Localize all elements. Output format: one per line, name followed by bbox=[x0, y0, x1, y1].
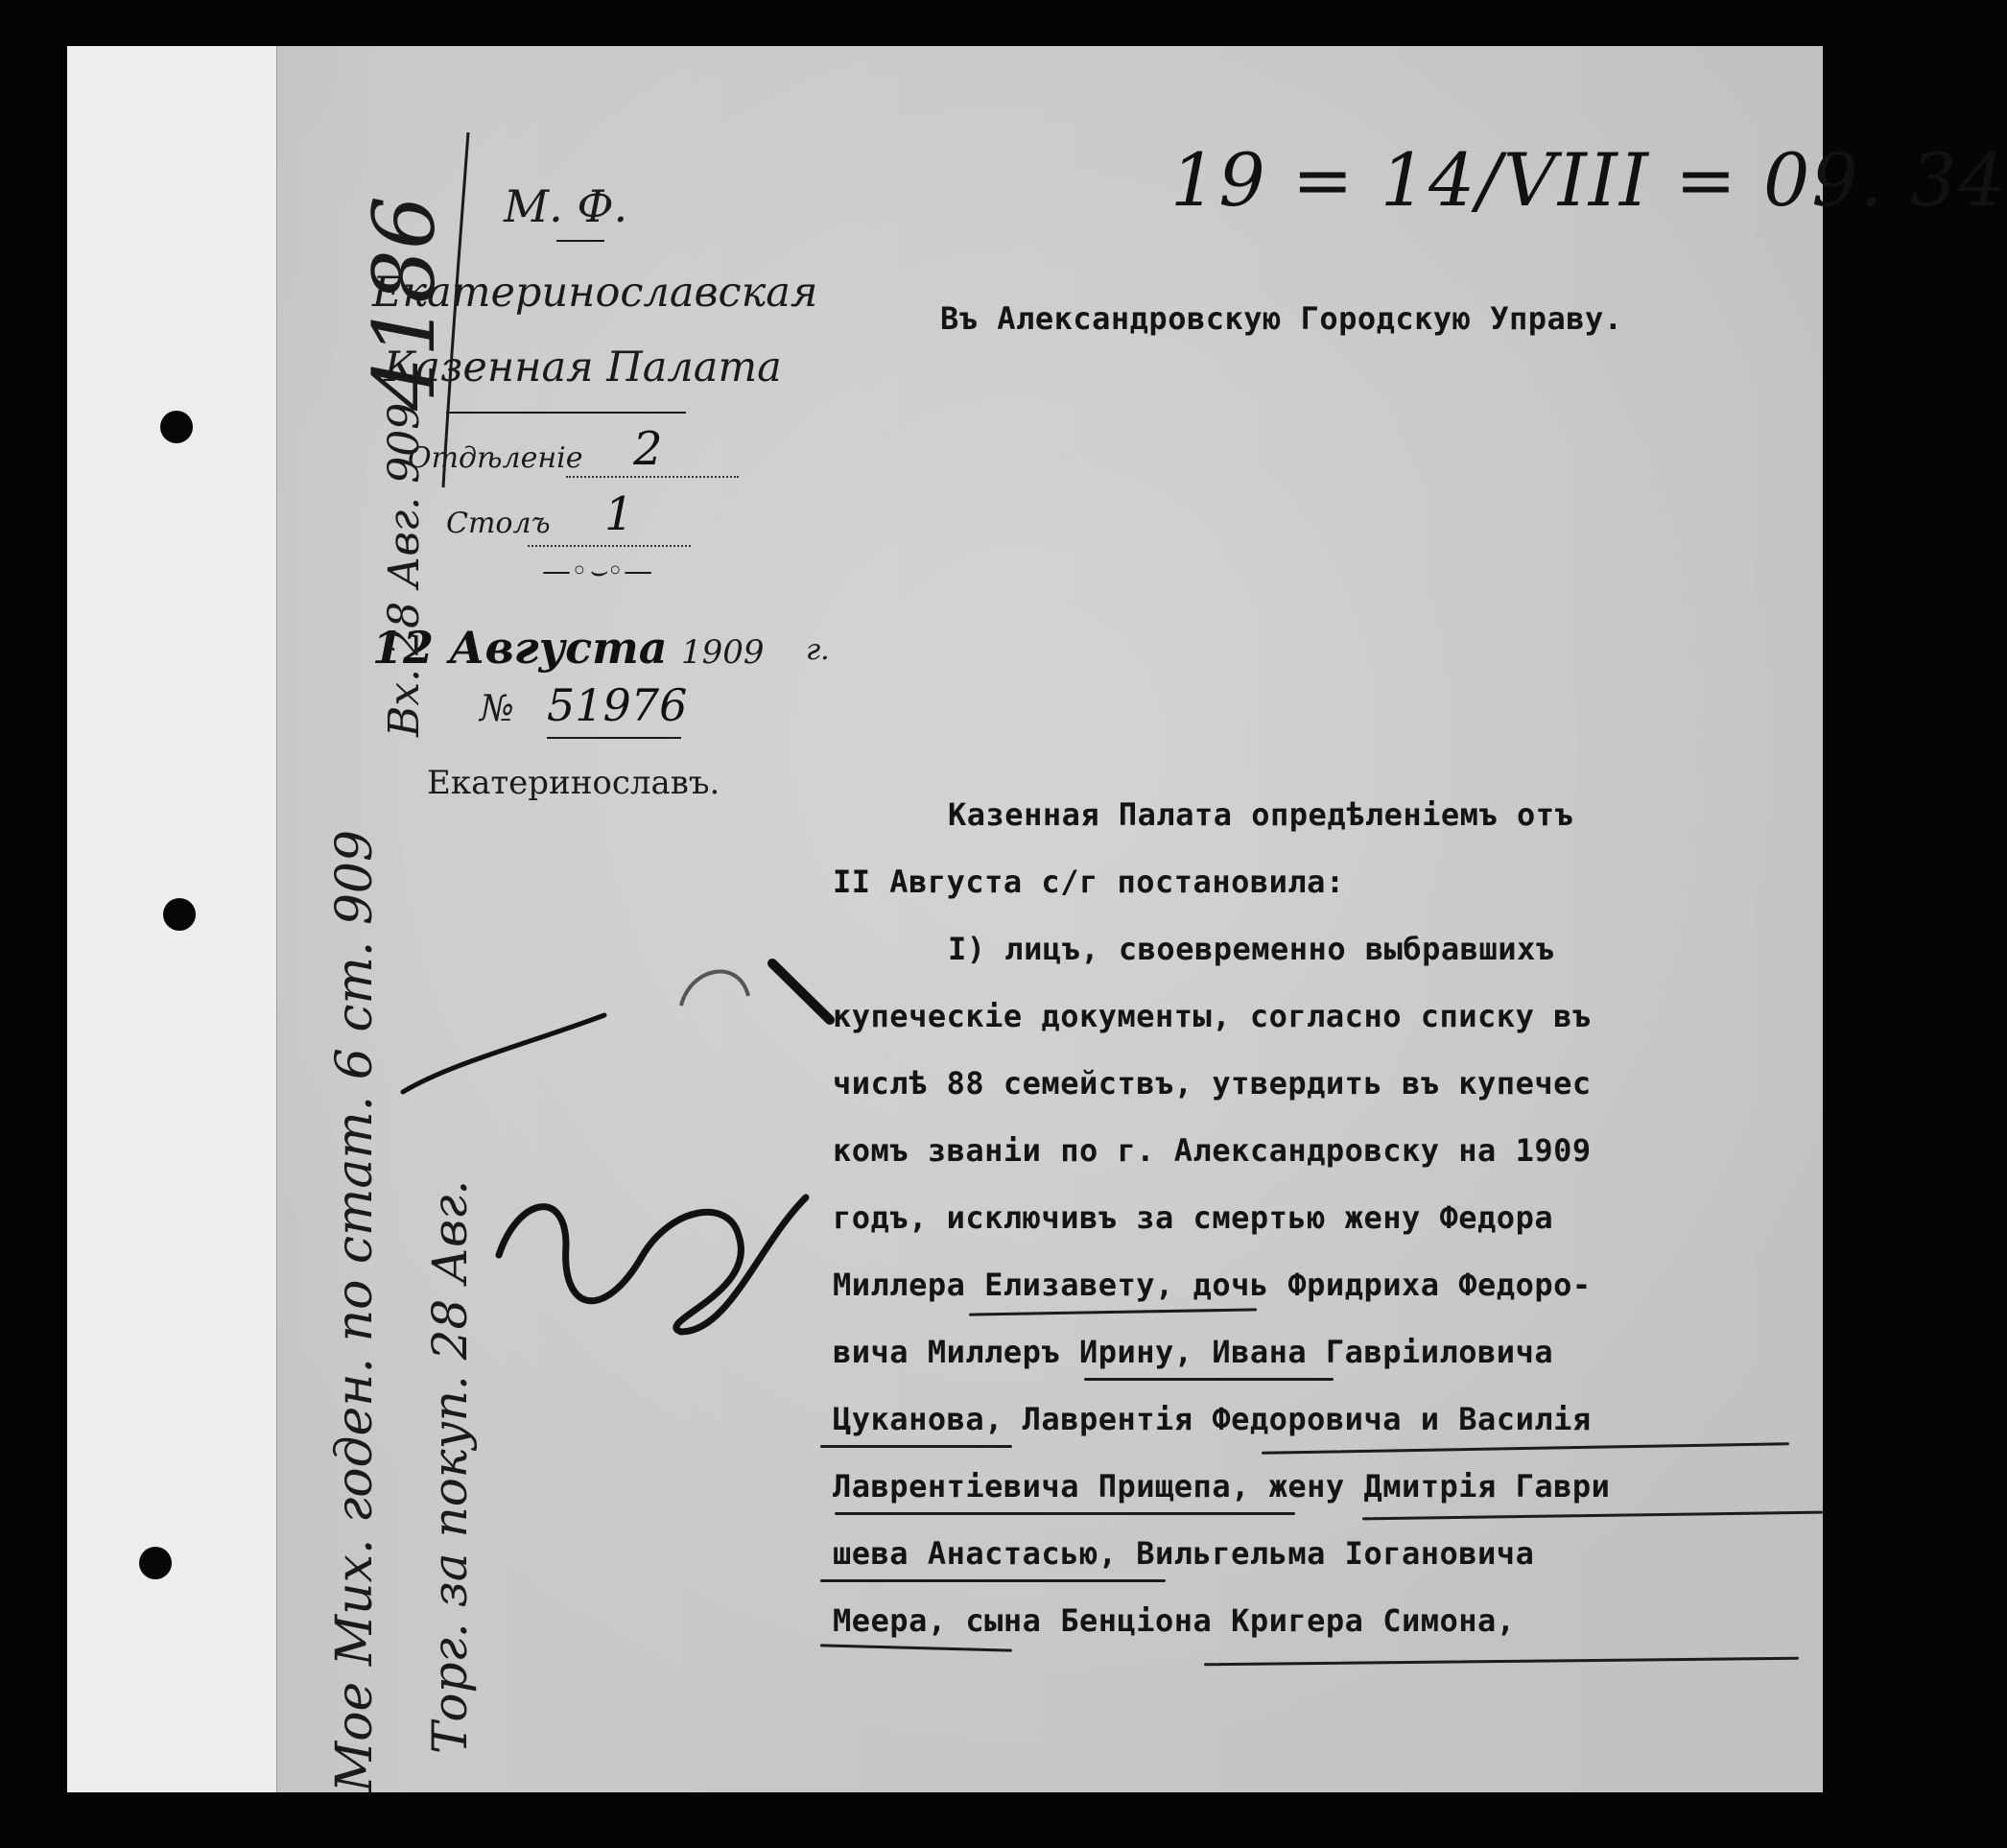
date-suffix: г. bbox=[806, 633, 830, 667]
desk-value: 1 bbox=[604, 487, 634, 541]
addressee-line: Въ Александровскую Городскую Управу. bbox=[940, 300, 1623, 337]
margin-rotated-note: Вх. 28 Авг. 909 bbox=[380, 402, 429, 737]
body-line-1: Казенная Палата опредѣленіемъ отъ bbox=[948, 796, 1574, 833]
margin-lower-note-1: Мое Мих. годен. по стат. 6 ст. 909 bbox=[326, 829, 384, 1792]
date-day-month: 12 Августа bbox=[372, 622, 668, 674]
check-mark bbox=[772, 963, 830, 1020]
margin-lower-note-2: Торг. за покуп. 28 Авг. bbox=[422, 1179, 478, 1754]
body-line-5: числѣ 88 семействъ, утвердить въ купечес bbox=[833, 1065, 1592, 1102]
body-line-6: комъ званіи по г. Александровску на 1909 bbox=[833, 1132, 1592, 1169]
flourish-ornament: —◦⌣◦— bbox=[542, 555, 653, 588]
office-name-line1: Екатеринославская bbox=[372, 269, 818, 317]
body-line-8: Миллера Елизавету, дочь Фридриха Федоро- bbox=[833, 1267, 1592, 1303]
body-line-13: Меера, сына Бенціона Кригера Симона, bbox=[833, 1602, 1516, 1639]
office-name-line2: Казенная Палата bbox=[384, 344, 782, 391]
date-year: 1909 bbox=[681, 633, 765, 672]
body-line-11: Лаврентіевича Прищепа, жену Дмитрія Гаври bbox=[833, 1468, 1611, 1504]
body-line-7: годъ, исключивъ за смертью жену Федора bbox=[833, 1199, 1554, 1236]
faint-mark bbox=[681, 972, 748, 1006]
margin-rotated-number: 4186 bbox=[355, 196, 454, 411]
body-line-3: I) лицъ, своевременно выбравшихъ bbox=[948, 931, 1555, 967]
number-value: 51976 bbox=[547, 679, 688, 731]
signature-mark bbox=[499, 1197, 806, 1332]
ministry-mark: М. Ф. bbox=[504, 180, 628, 232]
department-value: 2 bbox=[633, 422, 663, 476]
body-line-12: шева Анастасью, Вильгельма Іогановича bbox=[833, 1535, 1535, 1572]
city-name: Екатеринославъ. bbox=[427, 764, 720, 802]
document-page bbox=[67, 46, 2007, 1792]
body-line-4: купеческіе документы, согласно списку въ bbox=[833, 998, 1592, 1034]
body-line-9: вича Миллеръ Ирину, Ивана Гавріиловича bbox=[833, 1334, 1554, 1370]
desk-label: Столъ bbox=[446, 507, 551, 540]
department-label: Отдѣленіе bbox=[408, 441, 583, 475]
vertical-pen-stroke bbox=[443, 132, 468, 487]
body-line-2: II Августа с/г постановила: bbox=[833, 864, 1345, 900]
ink-marks-layer bbox=[67, 46, 1823, 1792]
signature-flourish bbox=[403, 1015, 604, 1092]
body-line-10: Цуканова, Лаврентія Федоровича и Василія bbox=[833, 1401, 1592, 1437]
reference-number: 19 = 14/VIII = 09. 34 bbox=[1170, 137, 2007, 223]
number-label: № bbox=[480, 687, 514, 729]
